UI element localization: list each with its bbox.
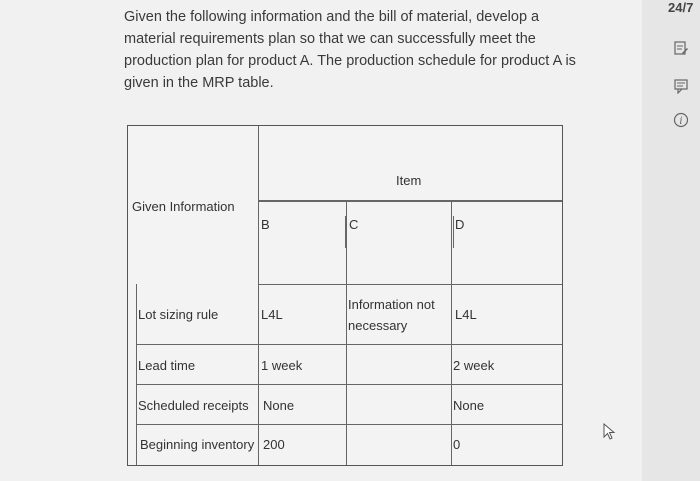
lot-sizing-c-line1: Information not	[348, 297, 435, 312]
item-d: D	[455, 217, 465, 232]
mrp-given-info-table	[127, 125, 563, 466]
lot-sizing-b: L4L	[261, 307, 283, 322]
lot-sizing-d: L4L	[455, 307, 477, 322]
item-b: B	[261, 217, 270, 232]
mouse-cursor-icon	[603, 423, 617, 446]
table-line	[258, 126, 259, 465]
right-toolbar	[642, 0, 700, 481]
beginning-inventory-d: 0	[453, 437, 461, 452]
scheduled-receipts-b: None	[263, 398, 295, 413]
page-counter: 24/7	[668, 0, 694, 15]
header-item: Item	[396, 173, 422, 188]
info-icon[interactable]	[673, 112, 689, 128]
row-label-beginning-inventory: Beginning inventory	[140, 437, 255, 452]
table-line	[136, 344, 562, 345]
table-tick	[345, 216, 346, 248]
table-line	[258, 200, 562, 202]
row-label-lot-sizing: Lot sizing rule	[138, 307, 219, 322]
table-line	[346, 202, 347, 465]
beginning-inventory-b: 200	[263, 437, 285, 452]
row-label-lead-time: Lead time	[138, 358, 196, 373]
table-line	[136, 384, 562, 385]
scheduled-receipts-d: None	[453, 398, 485, 413]
item-c: C	[349, 217, 359, 232]
table-tick	[453, 216, 454, 248]
table-line	[136, 284, 137, 465]
given-information-label: Given Information	[132, 199, 235, 214]
svg-text:i: i	[679, 116, 683, 127]
edit-icon[interactable]	[673, 40, 689, 56]
table-line	[258, 284, 562, 285]
comment-icon[interactable]	[673, 78, 689, 94]
lead-time-b: 1 week	[261, 358, 303, 373]
lead-time-d: 2 week	[453, 358, 495, 373]
lot-sizing-c-line2: necessary	[348, 318, 408, 333]
table-line	[136, 424, 562, 425]
question-text: Given the following information and the bill of material, develop a material requirements plan so that we can successfully meet the production plan for product A. The production schedule for product A is given in the MRP table.	[124, 9, 576, 91]
row-label-scheduled-receipts: Scheduled receipts	[138, 398, 249, 413]
table-line	[451, 202, 452, 465]
